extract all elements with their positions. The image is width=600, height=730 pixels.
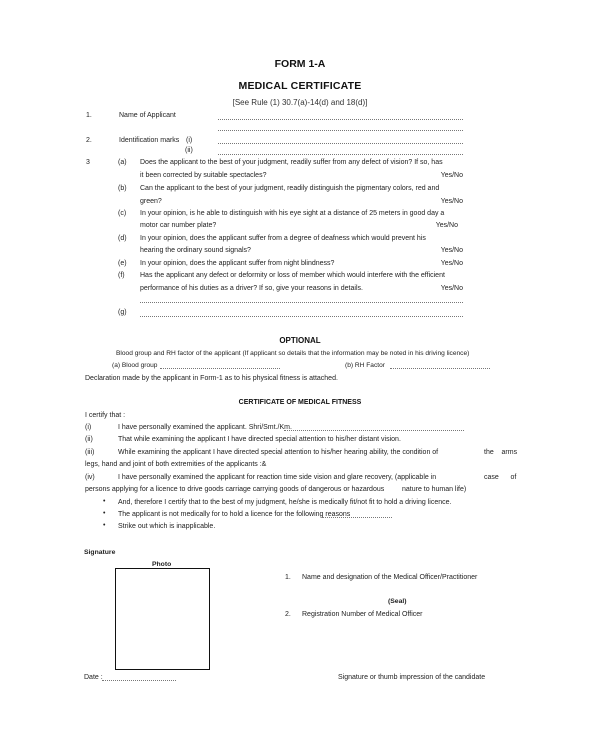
name-of-applicant-field[interactable] bbox=[218, 119, 463, 120]
fitness-item-iv-tail: case of bbox=[484, 474, 517, 481]
photo-box[interactable] bbox=[115, 568, 210, 670]
question-letter: (b) bbox=[118, 185, 127, 192]
name-of-applicant-label: Name of Applicant bbox=[119, 112, 176, 119]
question-e-answer[interactable]: Yes/No bbox=[440, 260, 463, 267]
question-b-text-line2: green? bbox=[140, 198, 162, 205]
date-field[interactable] bbox=[102, 680, 176, 681]
blood-group-note: Blood group and RH factor of the applicant (If applicant so details that the information may be noted in his driving licence) bbox=[116, 350, 470, 357]
question-f-text-line2: performance of his duties as a driver? If so, give your reasons in details. bbox=[140, 285, 363, 292]
officer-item-number: 1. bbox=[285, 574, 291, 581]
question-f-answer[interactable]: Yes/No bbox=[440, 285, 463, 292]
question-letter: (d) bbox=[118, 235, 127, 242]
fitness-item-iii-text-line2: legs, hand and joint of both extremities of the applicants :& bbox=[85, 461, 267, 468]
question-letter: (e) bbox=[118, 260, 127, 267]
question-letter: (f) bbox=[118, 272, 125, 279]
question-c-answer[interactable]: Yes/No bbox=[435, 222, 458, 229]
question-e-text: In your opinion, does the applicant suffer from night blindness? bbox=[140, 260, 335, 267]
fitness-item-number: (i) bbox=[85, 424, 92, 431]
question-d-answer[interactable]: Yes/No bbox=[440, 247, 463, 254]
fitness-bullet-3: Strike out which is inapplicable. bbox=[118, 523, 216, 530]
identification-mark-2-field[interactable] bbox=[218, 154, 463, 155]
blood-group-label: (a) Blood group bbox=[112, 362, 158, 369]
photo-label: Photo bbox=[152, 561, 172, 568]
date-label: Date : bbox=[84, 674, 103, 681]
form-number: FORM 1-A bbox=[274, 58, 326, 70]
question-letter: (c) bbox=[118, 210, 127, 217]
applicant-name-field[interactable] bbox=[284, 430, 464, 431]
rh-factor-label: (b) RH Factor bbox=[345, 362, 385, 369]
fitness-bullet-1: And, therefore I certify that to the best of my judgment, he/she is medically fit/not fit to hold a driving licence. bbox=[118, 499, 452, 506]
identification-marks-label: Identification marks bbox=[119, 137, 180, 144]
bullet-icon: • bbox=[103, 498, 106, 505]
question-b-answer[interactable]: Yes/No bbox=[440, 198, 463, 205]
question-c-text: In your opinion, is he able to distinguish with his eye sight at a distance of 25 meters in good day a bbox=[140, 210, 445, 217]
item-number: 2. bbox=[86, 137, 92, 144]
identification-mark-1-field[interactable] bbox=[218, 143, 463, 144]
fitness-item-iii-text: While examining the applicant I have directed special attention to his/her hearing ability, the condition of bbox=[118, 449, 439, 456]
question-f-text: Has the applicant any defect or deformity or loss of member which would interfere with the efficient bbox=[140, 272, 445, 279]
page-title: MEDICAL CERTIFICATE bbox=[238, 80, 362, 92]
question-d-text-line2: hearing the ordinary sound signals? bbox=[140, 247, 251, 254]
blood-group-field[interactable] bbox=[160, 368, 280, 369]
fitness-item-number: (ii) bbox=[85, 436, 93, 443]
officer-item-number: 2. bbox=[285, 611, 291, 618]
fitness-item-iv-text: I have personally examined the applicant for reaction time side vision and glare recovery, (applicable in bbox=[118, 474, 437, 481]
sub-number: (i) bbox=[186, 137, 193, 144]
candidate-signature-label: Signature or thumb impression of the candidate bbox=[338, 674, 486, 681]
question-b-text: Can the applicant to the best of your judgment, readily distinguish the pigmentary colors, red and bbox=[140, 185, 440, 192]
fitness-item-iv-text-line2: persons applying for a licence to drive goods carriage carrying goods of dangerous or hazardous bbox=[85, 486, 385, 493]
fitness-item-number: (iv) bbox=[85, 474, 95, 481]
signature-label: Signature bbox=[84, 549, 116, 556]
unfit-reasons-field[interactable] bbox=[322, 517, 392, 518]
bullet-icon: • bbox=[103, 522, 106, 529]
certify-intro: I certify that : bbox=[85, 412, 126, 419]
fitness-item-number: (iii) bbox=[85, 449, 95, 456]
question-c-text-line2: motor car number plate? bbox=[140, 222, 217, 229]
item-number: 1. bbox=[86, 112, 92, 119]
registration-number-label: Registration Number of Medical Officer bbox=[302, 611, 423, 618]
fitness-item-i-text: I have personally examined the applicant. Shri/Smt./Km. bbox=[118, 424, 292, 431]
question-a-text: Does the applicant to the best of your judgment, readily suffer from any defect of vision? If so, has bbox=[140, 159, 443, 166]
fitness-item-iv-text-line2-tail: nature to human life) bbox=[402, 486, 467, 493]
fitness-bullet-2: The applicant is not medically for to hold a licence for the following reasons bbox=[118, 511, 351, 518]
optional-heading: OPTIONAL bbox=[279, 336, 321, 345]
question-a-answer[interactable]: Yes/No bbox=[440, 172, 463, 179]
declaration-text: Declaration made by the applicant in Form-1 as to his physical fitness is attached. bbox=[85, 375, 338, 382]
question-letter: (g) bbox=[118, 309, 127, 316]
officer-name-designation-label: Name and designation of the Medical Officer/Practitioner bbox=[302, 574, 478, 581]
question-a-text-line2: it been corrected by suitable spectacles? bbox=[140, 172, 267, 179]
question-d-text: In your opinion, does the applicant suffer from a degree of deafness which would prevent his bbox=[140, 235, 426, 242]
question-f-reasons-field[interactable] bbox=[140, 302, 463, 303]
bullet-icon: • bbox=[103, 510, 106, 517]
fitness-item-ii-text: That while examining the applicant I have directed special attention to his/her distant vision. bbox=[118, 436, 401, 443]
seal-label: (Seal) bbox=[388, 598, 407, 605]
question-g-field[interactable] bbox=[140, 316, 463, 317]
sub-number: (ii) bbox=[185, 147, 193, 154]
item-number: 3 bbox=[86, 159, 90, 166]
fitness-heading: CERTIFICATE OF MEDICAL FITNESS bbox=[238, 399, 362, 406]
rh-factor-field[interactable] bbox=[390, 368, 490, 369]
question-letter: (a) bbox=[118, 159, 127, 166]
rule-reference: [See Rule (1) 30.7(a)-14(d) and 18(d)] bbox=[232, 98, 368, 107]
name-of-applicant-field-line2[interactable] bbox=[218, 130, 463, 131]
fitness-item-iii-tail: the arms bbox=[484, 449, 518, 456]
